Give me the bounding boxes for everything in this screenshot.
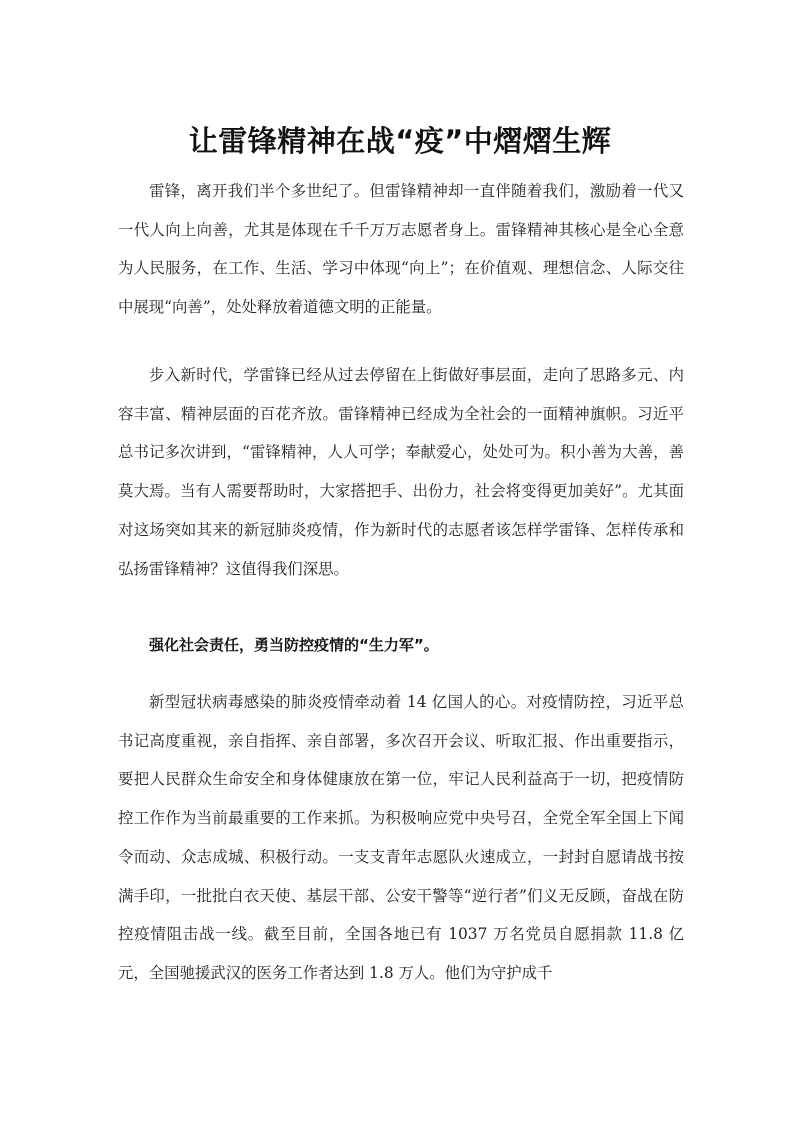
- section-paragraph: 新型冠状病毒感染的肺炎疫情牵动着 14 亿国人的心。对疫情防控，习近平总书记高度重视，亲自指挥、亲自部署，多次召开会议、听取汇报、作出重要指示，要把人民群众生命安全和身体健康放在第一位，牢记人民利益高于一切，把疫情防控工作作为当前最重要的工作来抓。为积极响应党中央号召，全党全军全国上下闻令而动、众志成城、积极行动。一支支青年志愿队火速成立，一封封自愿请战书按满手印，一批批白衣天使、基层干部、公安干警等“逆行者”们义无反顾，奋战在防控疫情阻击战一线。截至目前，全国各地已有 1037 万名党员自愿捐款 11.8 亿元，全国驰援武汉的医务工作者达到 1.8 万人。他们为守护成千: [118, 693, 684, 982]
- body-paragraph-2: 步入新时代，学雷锋已经从过去停留在上街做好事层面，走向了思路多元、内容丰富、精神层面的百花齐放。雷锋精神已经成为全社会的一面精神旗帜。习近平总书记多次讲到，“雷锋精神，人人可学；奉献爱心，处处可为。积小善为大善，善莫大焉。当有人需要帮助时，大家搭把手、出份力，社会将变得更加美好”。尤其面对这场突如其来的新冠肺炎疫情，作为新时代的志愿者该怎样学雷锋、怎样传承和弘扬雷锋精神？这值得我们深思。: [118, 366, 684, 578]
- body-paragraph-1: 雷锋，离开我们半个多世纪了。但雷锋精神却一直伴随着我们，激励着一代又一代人向上向善，尤其是体现在千千万万志愿者身上。雷锋精神其核心是全心全意为人民服务，在工作、生活、学习中体现“向上”；在价值观、理想信念、人际交往中展现“向善”，处处释放着道德文明的正能量。: [118, 182, 684, 317]
- section-heading: 强化社会责任，勇当防控疫情的“生力军”。: [149, 636, 439, 654]
- document-title: 让雷锋精神在战“疫”中熠熠生辉: [188, 124, 612, 159]
